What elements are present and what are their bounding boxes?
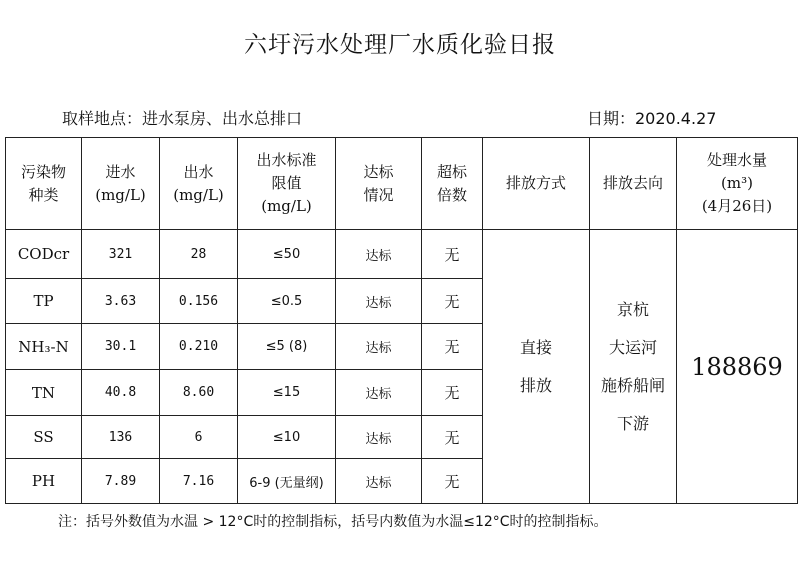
header-discharge-dest: 排放去向 bbox=[590, 138, 677, 230]
header-pollutant: 污染物 种类 bbox=[6, 138, 82, 230]
inflow-cell: 30.1 bbox=[82, 324, 160, 370]
limit-cell: ≤15 bbox=[238, 370, 336, 416]
inflow-cell: 40.8 bbox=[82, 370, 160, 416]
inflow-cell: 321 bbox=[82, 230, 160, 279]
table-row bbox=[6, 230, 798, 279]
outflow-cell: 28 bbox=[160, 230, 238, 279]
report-date: 日期：2020.4.27 bbox=[587, 109, 717, 128]
param-cell: PH bbox=[6, 459, 82, 504]
param-cell: SS bbox=[6, 416, 82, 459]
exceed-cell: 无 bbox=[422, 416, 483, 459]
outflow-cell: 7.16 bbox=[160, 459, 238, 504]
status-cell: 达标 bbox=[336, 230, 422, 279]
param-cell: TP bbox=[6, 279, 82, 324]
header-row bbox=[6, 138, 798, 230]
status-cell: 达标 bbox=[336, 279, 422, 324]
exceed-cell: 无 bbox=[422, 324, 483, 370]
header-discharge-method: 排放方式 bbox=[483, 138, 590, 230]
header-volume: 处理水量 (m³) (4月26日) bbox=[677, 138, 798, 230]
outflow-cell: 6 bbox=[160, 416, 238, 459]
discharge-method-cell: 直接 排放 bbox=[483, 230, 590, 504]
header-inflow: 进水 (mg/L) bbox=[82, 138, 160, 230]
water-quality-table bbox=[5, 137, 798, 504]
exceed-cell: 无 bbox=[422, 459, 483, 504]
inflow-cell: 136 bbox=[82, 416, 160, 459]
volume-value-cell: 188869 bbox=[677, 230, 798, 504]
outflow-cell: 8.60 bbox=[160, 370, 238, 416]
param-cell: CODcr bbox=[6, 230, 82, 279]
limit-cell: 6-9 (无量纲) bbox=[238, 459, 336, 504]
limit-cell: ≤5 (8) bbox=[238, 324, 336, 370]
inflow-cell: 3.63 bbox=[82, 279, 160, 324]
status-cell: 达标 bbox=[336, 459, 422, 504]
header-outflow: 出水 (mg/L) bbox=[160, 138, 238, 230]
exceed-cell: 无 bbox=[422, 230, 483, 279]
header-compliance: 达标 情况 bbox=[336, 138, 422, 230]
limit-cell: ≤0.5 bbox=[238, 279, 336, 324]
discharge-dest-cell: 京杭 大运河 施桥船闸 下游 bbox=[590, 230, 677, 504]
param-cell: NH₃-N bbox=[6, 324, 82, 370]
inflow-cell: 7.89 bbox=[82, 459, 160, 504]
report-title: 六圩污水处理厂水质化验日报 bbox=[244, 32, 556, 58]
outflow-cell: 0.156 bbox=[160, 279, 238, 324]
status-cell: 达标 bbox=[336, 324, 422, 370]
limit-cell: ≤10 bbox=[238, 416, 336, 459]
exceed-cell: 无 bbox=[422, 279, 483, 324]
exceed-cell: 无 bbox=[422, 370, 483, 416]
header-limit: 出水标准 限值 (mg/L) bbox=[238, 138, 336, 230]
header-exceed: 超标 倍数 bbox=[422, 138, 483, 230]
status-cell: 达标 bbox=[336, 370, 422, 416]
outflow-cell: 0.210 bbox=[160, 324, 238, 370]
footnote: 注：括号外数值为水温 > 12°C时的控制指标，括号内数值为水温≤12°C时的控制指标。 bbox=[58, 514, 608, 530]
param-cell: TN bbox=[6, 370, 82, 416]
sampling-location: 取样地点：进水泵房、出水总排口 bbox=[62, 109, 303, 128]
limit-cell: ≤50 bbox=[238, 230, 336, 279]
status-cell: 达标 bbox=[336, 416, 422, 459]
